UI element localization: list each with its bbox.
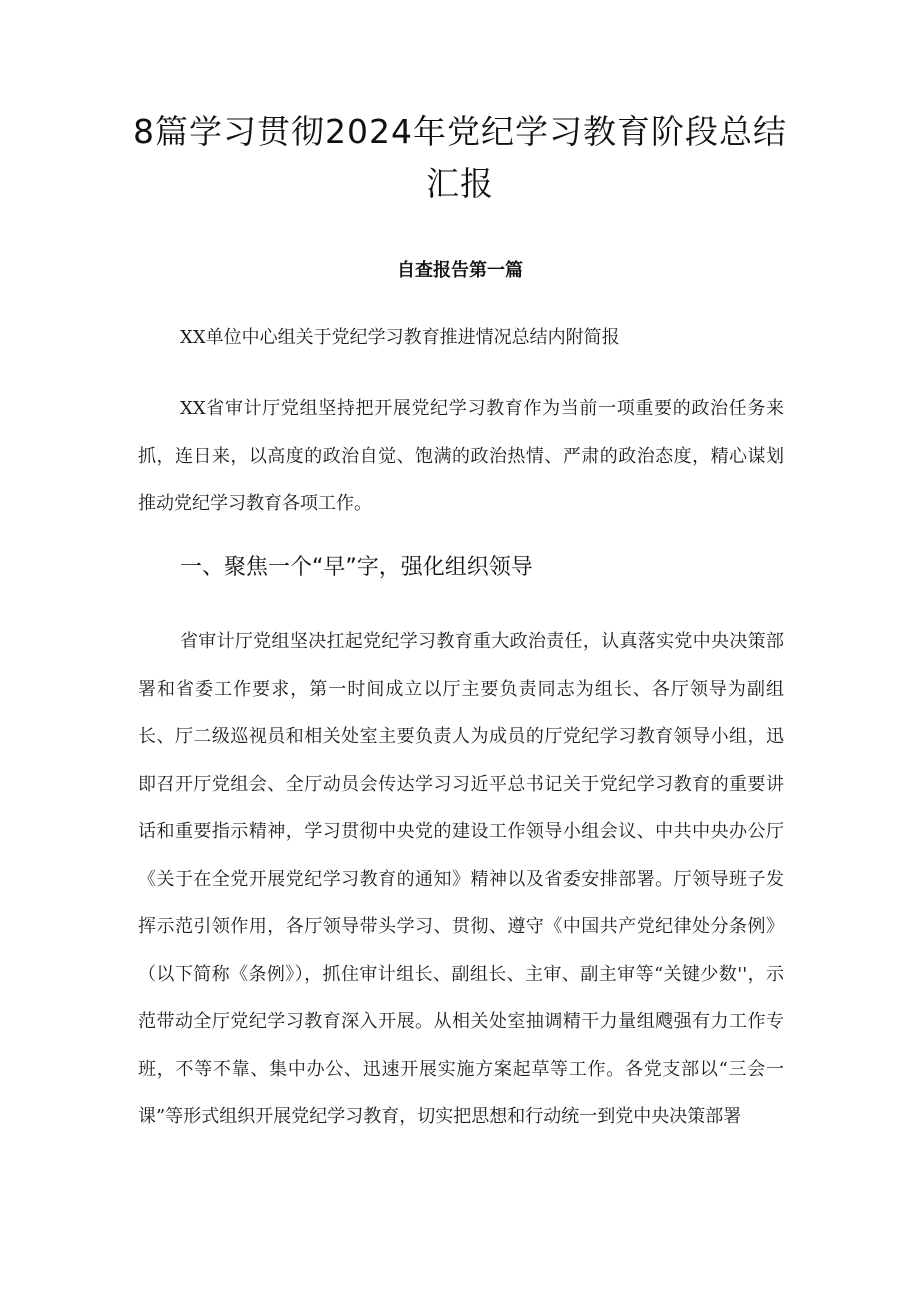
heading-1: 一、聚焦一个“早”字，强化组织领导: [180, 555, 533, 580]
document-subtitle: XX单位中心组关于党纪学习教育推进情况总结内附简报: [180, 327, 620, 348]
intro-paragraph: XX省审计厅党组坚持把开展党纪学习教育作为当前一项重要的政治任务来抓，连日来，以高度的政治自觉、饱满的政治热情、严肃的政治态度，精心谋划推动党纪学习教育各项工作。: [138, 398, 784, 514]
body-paragraph: 省审计厅党组坚决扛起党纪学习教育重大政治责任，认真落实党中央决策部署和省委工作要求，第一时间成立以厅主要负责同志为组长、各厅领导为副组长、厅二级巡视员和相关处室主要负责人为成员的厅党纪学习教育领导小组，迅即召开厅党组会、全厅动员会传达学习习近平总书记关于党纪学习教育的重要讲话和重要指示精神，学习贯彻中央党的建设工作领导小组会议、中共中央办公厅《关于在全党开展党纪学习教育的通知》精神以及省委安排部署。厅领导班子发挥示范引领作用，各厅领导带头学习、贯彻、遵守《中国共产党纪律处分条例》（以下简称《条例》），抓住审计组长、副组长、主审、副主审等“关键少数''，示范带动全厅党纪学习教育深入开展。从相关处室抽调精干力量组飕强有力工作专班，不等不靠、集中办公、迅速开展实施方案起草等工作。各党支部以“三会一课”等形式组织开展党纪学习教育，切实把思想和行动统一到党中央决策部署: [138, 631, 784, 1127]
document-title: 8篇学习贯彻2024年党纪学习教育阶段总结汇报: [133, 112, 787, 203]
section-title: 自查报告第一篇: [397, 260, 523, 281]
